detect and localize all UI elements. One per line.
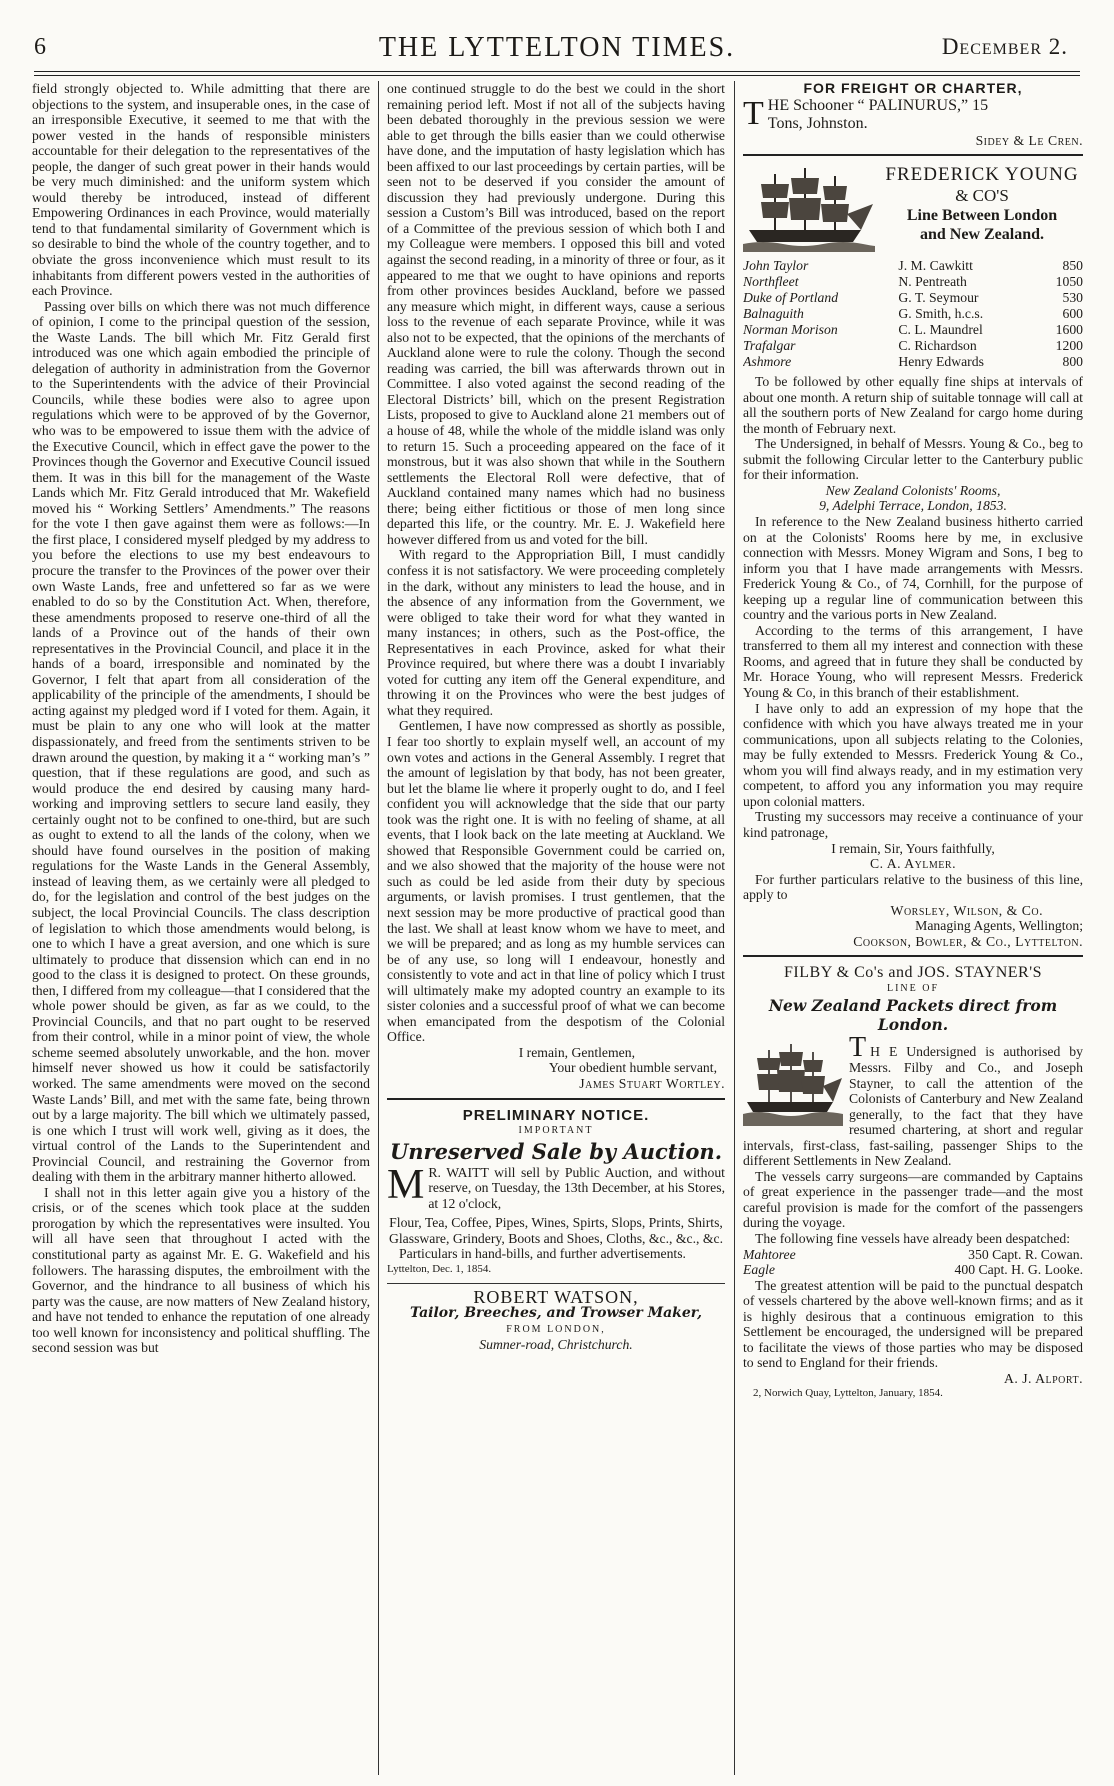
tailor-name: ROBERT WATSON,: [473, 1287, 639, 1308]
page-number: 6: [34, 34, 46, 60]
vessel-name: Eagle: [743, 1262, 775, 1278]
filby-advert: [743, 965, 1083, 1402]
young-heading-4: and New Zealand.: [919, 226, 1045, 244]
ship-name: Duke of Portland: [743, 290, 839, 306]
auction-advert: [387, 1108, 725, 1278]
letter-paragraph: With regard to the Appropriation Bill, I must candidly confess it is not satisfactory. We were proceeding completely in the dark, without any ministers to lead the house, and in the absence of any information from the Government, we were obliged to take their word for what they wanted in many instances; in others, such as the Post-office, the Representatives in each Province, asked for what their Province required, but where there was a doubt I invariably voted for cutting any item off the General expenditure, and throwing it on the Provinces who were the best judges of what they required.: [387, 547, 725, 718]
ship-row: [743, 290, 1083, 306]
young-line-advert: [743, 164, 1083, 949]
column-2: [387, 81, 725, 1771]
freight-dropcap: T: [743, 94, 764, 132]
young-sign-2: C. A. Aylmer.: [870, 856, 956, 872]
issue-date: December 2.: [941, 34, 1068, 59]
section-rule: [387, 1098, 725, 1100]
letter-paragraph: Passing over bills on which there was not much difference of opinion, I come to the principal question of the session, the Waste Lands. The bill which Mr. Fitz Gerald first introduced was one which again embodied the principle of delegation of authority in administration from the Governor to the Superintendents with the advice of their Provincial Councils, while these bodies were also to agree upon regulations which were to be approved of by the Governor, who was to be empowered to issue them with the advice of the Executive Council, which in effect gave the power to the Provinces though the Governor and Executive Council issued them. It was in this bill for the management of the Waste Lands which Mr. Fitz Gerald introduced that Mr. Wakefield moved his “ Working Settlers’ Amendments.” The reasons for the vote I then gave against them were as follows:—In the first place, I considered myself pledged by my address to you before the elections to use my best endeavours to procure the transfer to the Provinces of the power over their own Waste Lands, free and unfettered so far as we were enabled to do so by the Constitution Act. When, therefore, these amendments proposed to reserve one-third of all the lands of a Province out of the hands of their own representatives in the Provincial Council, and place it in the hands of a board, irresponsible and nominated by the Governor, I felt that apart from all consideration of the applicability of the principle of the amendments, I should be acting against my pledged word if I voted for them. Again, it must be plain to any one who will look at the matter dispassionately, and freed from the sentiments striven to be drawn around the question, by making it a “ working man’s ” question, that if these regulations are good, and such as would produce the end desired by causing many hard-working and improving settlers to secure land easily, they certainly ought not to be confined to one-third, but are such as ought to extend to all the lands of the colony, when we should have found ourselves in the position of making regulations for the Waste Lands in the General Assembly, instead of leaving them, as we certainly were all pledged to do, for the legislation and control of the best judges on the subject, the local Provincial Councils. The class description of legislation to which those amendments would belong, is one to which I have a great aversion, and one which is sure ultimately to produce that dissension which can end in no good to the class it is designed to protect. On these grounds, then, I differed from my colleague—that I considered that the whole power should be given, as far as we could, to the Provincial Councils, and that no part ought to be reserved from their control, while in a minor point of view, the whole scheme seemed absolutely unworkable, and the hon. mover himself never showed us how it could be satisfactorily worked. The same amendments were moved on the second Waste Lands’ Bill, and met with the same fate, being thrown out by a large majority. The bill which we ultimately passed, is one which I trust will work well, giving as it does, the virtual control of the Lands to the Superintendent and Provincial Council, and restraining the Governor from dealing with them in the arbitrary manner hitherto allowed.: [32, 298, 370, 1185]
ship-row: [743, 338, 1083, 354]
young-paragraph: To be followed by other equally fine ships at intervals of about one month. A return ship of suitable tonnage will call at all the southern ports of New Zealand for cargo home during the month of February next.: [743, 374, 1083, 436]
filby-title: New Zealand Packets direct from London.: [768, 996, 1058, 1035]
section-rule: [743, 955, 1083, 957]
ship-master: C. L. Maundrel: [898, 322, 983, 338]
filby-signature: A. J. Alport.: [1003, 1370, 1083, 1386]
vessel-row: [743, 1247, 1083, 1263]
letter-closing-2: Your obedient humble servant,: [548, 1060, 717, 1076]
letter-closing: I remain, Gentlemen,: [518, 1044, 635, 1060]
auction-particulars: Particulars in hand-bills, and further advertisements.: [399, 1246, 686, 1262]
ship-row: [743, 306, 1083, 322]
filby-paragraph: The following fine vessels have already been despatched:: [755, 1230, 1071, 1246]
ship-master: N. Pentreath: [898, 274, 967, 290]
column-divider: [734, 81, 735, 1775]
header-rule: [34, 71, 1080, 72]
young-heading-3: Line Between London: [906, 207, 1058, 225]
ship-row: [743, 322, 1083, 338]
young-letter-paragraph: I have only to add an expression of my hope that the confidence with which you have always treated me in your communications, upon all subjects relating to the Colonies, may be fully extended to Messrs. Frederick Young & Co., whom you will find always ready, and in my estimation very competent, to afford you any information you may require upon colonial matters.: [743, 700, 1083, 809]
tailor-from: FROM LONDON,: [506, 1323, 606, 1335]
column-divider: [378, 81, 379, 1775]
filby-body: H E Undersigned is authorised by Messrs. Filby and Co., and Joseph Stayner, to call the attention of the Colonists of Canterbury and New Zealand generally, to the fact that they have resumed chartering, at short and regular intervals, first-class, fast-sailing, passenger Ships to the different Settlements in New Zealand.: [743, 1044, 1083, 1169]
section-rule: [743, 154, 1083, 156]
letter-paragraph: Gentlemen, I have now compressed as shortly as possible, I fear too shortly to explain myself well, an account of my own votes and actions in the General Assembly. I regret that the amount of legislation by that body, has not been greater, but let the blame lie where it properly ought to do, and I feel confident you will acknowledge that the side that our party took was the right one. It is with no feeling of shame, at all events, that I look back on the late meeting at Auckland. We showed that Responsible Government could be carried on, and we also showed that the majority of the house were not such as could be led aside from their duty by specious arguments, or lavish promises. I trust gentlemen, that the next session may be more productive of practical good than the last. We shall at least know whom we have to meet, and we will be prepared; and as long as my humble services can be of any use, so long will I endeavour, honestly and consistently to vote and act in that line of policy which I trust will ultimately make my adopted country an example to its sister colonies and a successful proof of what we can become when emancipated from the despotism of the Colonial Office.: [387, 718, 725, 1045]
masthead: THE LYTTELTON TIMES.: [378, 32, 736, 63]
tailor-advert: [387, 1287, 725, 1353]
sailing-ship-icon: [743, 1040, 843, 1126]
freight-agent: Sidey & Le Cren.: [975, 132, 1083, 148]
ship-name: Trafalgar: [743, 338, 796, 354]
ship-row: [743, 274, 1083, 290]
young-agent-1b: Managing Agents, Wellington;: [915, 918, 1083, 934]
ship-tons: 1050: [1055, 274, 1083, 290]
auction-heading: PRELIMINARY NOTICE.: [462, 1106, 650, 1124]
ship-master: Henry Edwards: [898, 354, 984, 370]
young-paragraph: The Undersigned, in behalf of Messrs. Young & Co., beg to submit the following Circular letter to the Canterbury public for their information.: [743, 436, 1083, 483]
ship-list: [743, 258, 1083, 370]
auction-goods: Flour, Tea, Coffee, Pipes, Wines, Spirts, Slops, Prints, Shirts, Glassware, Grindery, Boots and Shoes, Cloths, &c., &c., &c.: [388, 1215, 724, 1246]
freight-advert: [743, 81, 1083, 148]
ship-name: John Taylor: [743, 258, 809, 274]
filby-heading: FILBY & Co's and JOS. STAYNER'S: [784, 964, 1042, 982]
young-heading-2: & CO'S: [955, 186, 1009, 206]
auction-dropcap: M: [387, 1161, 425, 1208]
ship-master: G. Smith, h.c.s.: [898, 306, 984, 322]
vessel-detail: 350 Capt. R. Cowan.: [968, 1246, 1083, 1262]
young-sign-1: I remain, Sir, Yours faithfully,: [831, 840, 995, 856]
letter-paragraph: field strongly objected to. While admitting that there are objections to the system, and insuperable ones, in the case of an irresponsible Executive, it seemed to me that with the power vested in the hands of responsible ministers accountable for their delegation to the representatives of the people, the danger of such great power in their hands would be very much diminished: and the uniform system which would thereby be introduced, instead of different Empowering Ordinances in each Province, would materially tend to that fundamental similarity of Government which is so desirable to bind the whole of the country together, and to obviate the gross inconvenience which must result to its inhabitants from different powers vested in the authorities of each Province.: [32, 81, 370, 299]
young-letter-paragraph: In reference to the New Zealand business hitherto carried on at the Colonists' Rooms here by me, in exclusive connection with Messrs. Money Wigram and Sons, I beg to inform you that I have made arrangements with Messrs. Frederick Young & Co., of 74, Cornhill, for the purpose of keeping up a regular line of communication between this country and the various ports in New Zealand.: [743, 514, 1083, 623]
ship-tons: 850: [1062, 258, 1083, 274]
vessel-list: [743, 1247, 1083, 1278]
ship-name: Balnaguith: [743, 306, 804, 322]
vessel-detail: 400 Capt. H. G. Looke.: [954, 1262, 1083, 1278]
young-agent-2: Cookson, Bowler, & Co., Lyttelton.: [853, 933, 1083, 949]
header-rule-thin: [34, 75, 1080, 76]
auction-date: Lyttelton, Dec. 1, 1854.: [387, 1262, 492, 1275]
young-letter-paragraph: According to the terms of this arrangement, I have transferred to them all my interest and connection with these Rooms, and agreed that in future they shall be conducted by Mr. Horace Young, who will represent Messrs. Frederick Young & Co, in this branch of their establishment.: [743, 622, 1083, 701]
auction-subheading: IMPORTANT: [518, 1125, 594, 1137]
ship-tons: 1600: [1055, 322, 1083, 338]
rooms-name: New Zealand Colonists' Rooms,: [825, 482, 1001, 498]
tailor-address: Sumner-road, Christchurch.: [479, 1337, 633, 1353]
ship-tons: 600: [1062, 306, 1083, 322]
young-further: For further particulars relative to the business of this line, apply to: [743, 871, 1083, 903]
young-heading-1: FREDERICK YOUNG: [885, 164, 1079, 186]
filby-address: 2, Norwich Quay, Lyttelton, January, 1854.: [753, 1387, 943, 1400]
letter-paragraph: one continued struggle to do the best we could in the short remaining period left. Most if not all of the subjects having been debated thoroughly in the previous session we were able to get through the bills easier than we could otherwise have done, and the imputation of hasty legislation which has been affixed to our last proceedings by certain parties, will be seen not to be deserved if you consider the amount of discussion they had previously undergone. During this session a Custom’s Bill was introduced, based on the report of a Committee of the previous session of which both I and my Colleague were members. I opposed this bill and voted against the second reading, in a minority of three or four, as it appeared to me that we ought to have opinions and reports from other provinces besides Auckland, before we passed any measure which might, in different ways, cause a serious loss to the revenue of each separate Province, while it was also not to be expected, that the opinions of the merchants of Auckland alone were to rule the colony. Though the second reading was carried, the bill was afterwards thrown out in Committee. I also voted against the second reading of the Electoral Districts’ bill, which on the present Registration Lists, proposed to give to Auckland alone 21 members out of a house of 48, while the whole of the middle island was only to return 15. Such a proceeding appeared on the face of it monstrous, but it was also shown that while in the Southern settlements the Electoral Roll were defective, that of Auckland contained many names which had no business there; being either fictitious or those of men long since departed this life, or the country. Mr. E. J. Wakefield here however differed from us and voted for the bill.: [387, 81, 725, 547]
rooms-address: 9, Adelphi Terrace, London, 1853.: [819, 498, 1007, 514]
ship-name: Northfleet: [743, 274, 799, 290]
ship-name: Norman Morison: [743, 322, 838, 338]
sailing-ship-icon: [743, 164, 875, 252]
filby-paragraph: The greatest attention will be paid to the punctual despatch of vessels chartered by the above well-known firms; and as it is highly desirous that a continuous emigration to this Settlement be encouraged, the undersigned will be prepared to facilitate the views of those parties who may be disposed to send to England for their friends.: [743, 1277, 1083, 1371]
young-letter-paragraph: Trusting my successors may receive a continuance of your kind patronage,: [743, 809, 1083, 840]
auction-body: R. WAITT will sell by Public Auction, and without reserve, on Tuesday, the 13th December, at his Stores, at 12 o'clock,: [428, 1164, 725, 1211]
ship-master: C. Richardson: [898, 338, 977, 354]
filby-line-of: LINE OF: [886, 982, 940, 994]
ship-master: J. M. Cawkitt: [898, 258, 973, 274]
ship-tons: 800: [1062, 354, 1083, 370]
vessel-row: [743, 1262, 1083, 1278]
tailor-trade: Tailor, Breeches, and Trowser Maker,: [409, 1305, 703, 1322]
ship-row: [743, 258, 1083, 274]
letter-paragraph: I shall not in this letter again give you a history of the crisis, or of the scenes which took place at the sudden prorogation by which the representatives were insulted. You will all have seen that throughout I acted with the constitutional party as against Mr. E. G. Wakefield and his followers. The harassing disputes, the embroilment with the Governor, and the hindrance to all business of which his party was the cause, are now matters of New Zealand history, and have not tended to enhance the reputation of one already too well known for inconsistency and political shuffling. The second session was but: [32, 1184, 370, 1356]
ship-master: G. T. Seymour: [898, 290, 979, 306]
vessel-name: Mahtoree: [743, 1246, 796, 1262]
filby-dropcap: T: [849, 1032, 867, 1064]
ship-name: Ashmore: [743, 354, 792, 370]
freight-body-rest: Tons, Johnston.: [767, 114, 868, 132]
young-agent-1: Worsley, Wilson, & Co.: [890, 902, 1043, 918]
auction-title: Unreserved Sale by Auction.: [389, 1138, 723, 1164]
column-3: [743, 81, 1083, 1771]
freight-body: HE Schooner “ PALINURUS,” 15: [767, 96, 989, 114]
ship-tons: 1200: [1055, 338, 1083, 354]
filby-paragraph: The vessels carry surgeons—are commanded by Captains of great experience in the passenger trade—and the most careful provision is made for the comfort of the passengers during the voyage.: [743, 1168, 1083, 1231]
freight-heading: FOR FREIGHT OR CHARTER,: [803, 81, 1023, 96]
ship-row: [743, 354, 1083, 370]
section-rule: [387, 1283, 725, 1284]
letter-signature: James Stuart Wortley.: [579, 1076, 725, 1091]
ship-tons: 530: [1062, 290, 1083, 306]
column-1: [32, 81, 370, 1771]
